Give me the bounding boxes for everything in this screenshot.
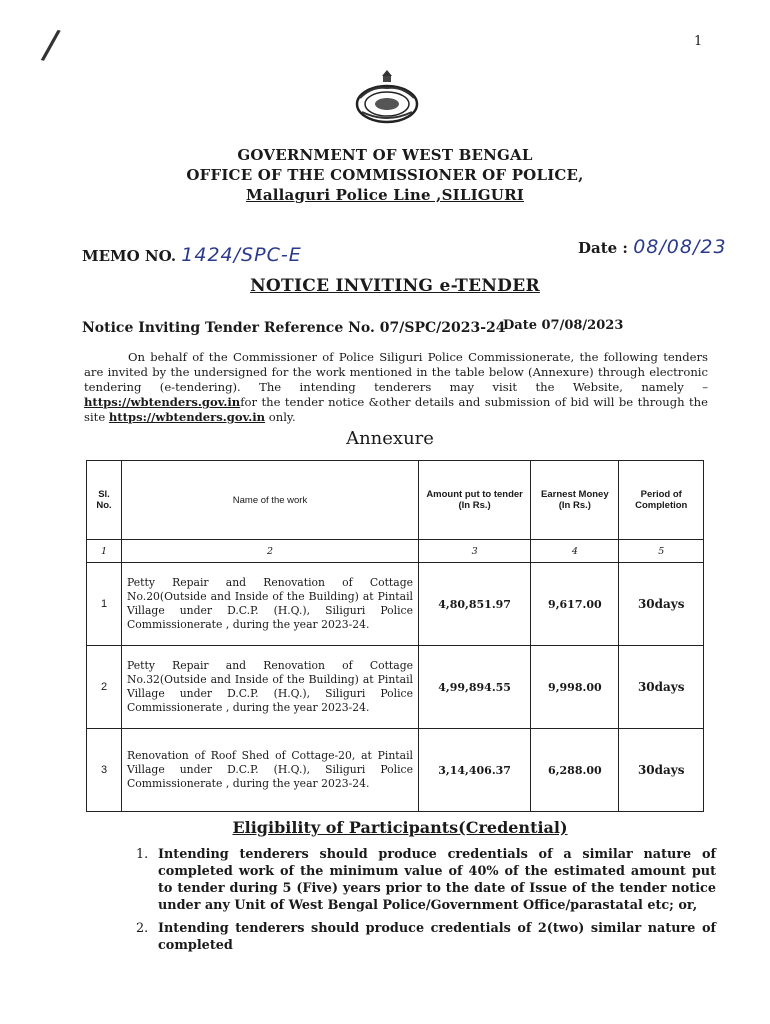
cell-sl: 1 — [87, 563, 122, 646]
cell-earnest: 9,998.00 — [531, 646, 619, 729]
paragraph-part-1: On behalf of the Commissioner of Police Siliguri Police Commissionerate, the following tenders are invited by the undersigned for the work mentioned in the table below (Annexure) through electronic tendering (e-tendering). The intending tenderers may visit the Website, namely – — [84, 350, 708, 394]
header-earnest: Earnest Money (In Rs.) — [531, 461, 619, 540]
memo-date — [578, 236, 727, 258]
index-cell: 1 — [87, 540, 122, 563]
tender-reference-date: Date 07/08/2023 — [503, 318, 624, 333]
header-line-3 — [0, 186, 770, 204]
table-row — [87, 646, 704, 729]
date-label: Date : — [578, 239, 628, 257]
cell-work: Petty Repair and Renovation of Cottage No.32(Outside and Inside of the Building) at Pintail Village under D.C.P. (H.Q.), Siliguri Police Commissionerate , during the year 2023-24. — [122, 646, 419, 729]
cell-period: 30days — [619, 563, 704, 646]
cell-period: 30days — [619, 646, 704, 729]
website-link-1[interactable]: https://wbtenders.gov.in — [84, 395, 241, 409]
header-line-3-text: Mallaguri Police Line ,SILIGURI — [246, 186, 524, 204]
list-item-text: Intending tenderers should produce credentials of a similar nature of completed work of the minimum value of 40% of the estimated amount put to tender during 5 (Five) years prior to the date of Issue of the tender notice under any Unit of West Bengal Police/Government Office/parastatal etc; or, — [158, 847, 716, 913]
header-amount: Amount put to tender (In Rs.) — [419, 461, 531, 540]
cell-amount: 3,14,406.37 — [419, 729, 531, 812]
tender-table — [86, 460, 704, 812]
memo-label: MEMO NO. — [82, 247, 177, 265]
cell-earnest: 6,288.00 — [531, 729, 619, 812]
table-index-row — [87, 540, 704, 563]
website-link-2[interactable]: https://wbtenders.gov.in — [108, 410, 266, 424]
paragraph-part-3: only. — [265, 410, 296, 424]
header-work: Name of the work — [122, 461, 419, 540]
cell-amount: 4,99,894.55 — [419, 646, 531, 729]
header-period: Period of Completion — [619, 461, 704, 540]
pen-mark: / — [39, 21, 63, 69]
cell-sl: 3 — [87, 729, 122, 812]
emblem-icon — [352, 68, 422, 126]
index-cell: 4 — [531, 540, 619, 563]
cell-amount: 4,80,851.97 — [419, 563, 531, 646]
cell-work: Renovation of Roof Shed of Cottage-20, at Pintail Village under D.C.P. (H.Q.), Siliguri Police Commissionerate , during the year 2023-24. — [122, 729, 419, 812]
memo-value: 1424/SPC-E — [181, 244, 302, 266]
list-item-number: 2. — [136, 921, 149, 936]
tender-reference: Notice Inviting Tender Reference No. 07/SPC/2023-24 — [82, 320, 506, 336]
index-cell: 3 — [419, 540, 531, 563]
cell-earnest: 9,617.00 — [531, 563, 619, 646]
table-row — [87, 729, 704, 812]
page-number: 1 — [694, 34, 703, 49]
cell-sl: 2 — [87, 646, 122, 729]
table-header-row — [87, 461, 704, 540]
header-line-2: OFFICE OF THE COMMISSIONER OF POLICE, — [186, 166, 584, 184]
cell-work: Petty Repair and Renovation of Cottage No.20(Outside and Inside of the Building) at Pintail Village under D.C.P. (H.Q.), Siliguri Police Commissionerate , during the year 2023-24. — [122, 563, 419, 646]
list-item — [130, 920, 716, 954]
table-row — [87, 563, 704, 646]
index-cell: 2 — [122, 540, 419, 563]
notice-paragraph — [84, 350, 708, 425]
notice-title: NOTICE INVITING e-TENDER — [250, 276, 540, 296]
list-item — [130, 846, 716, 914]
paragraph-part-2: for the tender notice &other details and submission of bid will be through the site — [84, 395, 708, 424]
header-line-1: GOVERNMENT OF WEST BENGAL — [237, 146, 533, 164]
index-cell: 5 — [619, 540, 704, 563]
date-value: 08/08/23 — [633, 236, 727, 258]
cell-period: 30days — [619, 729, 704, 812]
eligibility-title: Eligibility of Participants(Credential) — [232, 818, 568, 837]
list-item-text: Intending tenderers should produce credentials of 2(two) similar nature of completed — [158, 921, 716, 953]
header-sl: Sl. No. — [87, 461, 122, 540]
list-item-number: 1. — [136, 847, 149, 862]
eligibility-list — [130, 846, 716, 960]
memo-number — [82, 244, 302, 266]
annexure-title: Annexure — [346, 428, 434, 449]
